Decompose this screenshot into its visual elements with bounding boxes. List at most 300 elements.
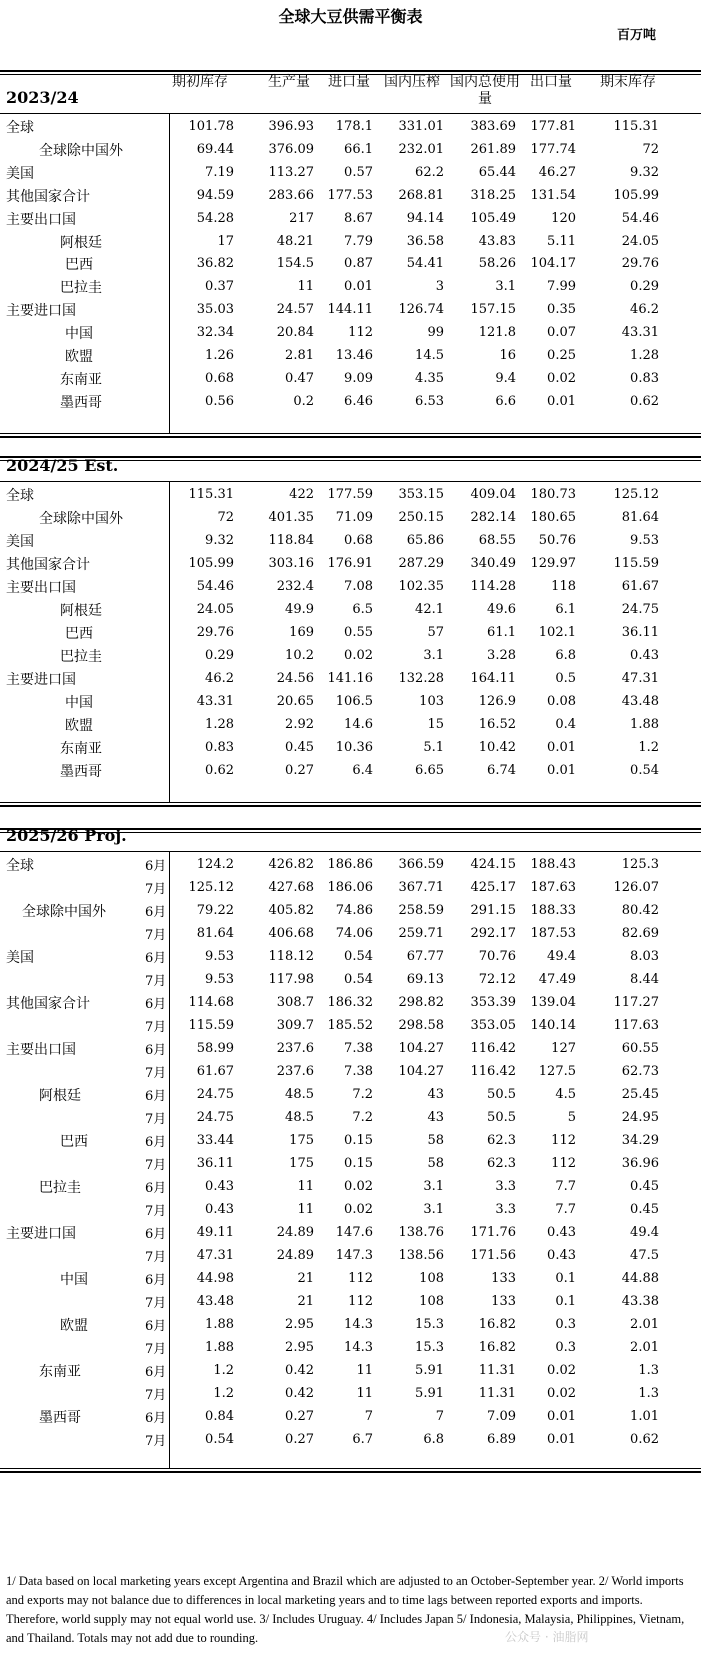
cell-value: 104.17 <box>530 256 576 272</box>
cell-value: 114.28 <box>470 579 516 594</box>
cell-value: 14.5 <box>415 348 444 363</box>
table-row <box>0 1427 701 1451</box>
row-label: 阿根廷 <box>39 1088 81 1104</box>
cell-value: 309.7 <box>276 1018 314 1033</box>
table-row <box>0 852 701 876</box>
cell-value: 0.29 <box>630 279 659 295</box>
table-row <box>0 1335 701 1359</box>
cell-value: 0.56 <box>205 393 234 409</box>
cell-value: 0.01 <box>547 393 576 409</box>
cell-value: 406.68 <box>268 926 314 941</box>
row-month: 7月 <box>145 1204 167 1219</box>
row-month: 6月 <box>145 951 167 966</box>
column-header: 期初库存 <box>172 74 228 90</box>
cell-value: 103 <box>419 694 444 709</box>
cell-value: 188.43 <box>530 857 576 872</box>
cell-value: 126.07 <box>613 880 659 895</box>
cell-value: 144.11 <box>327 302 373 318</box>
cell-value: 409.04 <box>470 487 516 502</box>
cell-value: 1.26 <box>205 348 234 363</box>
cell-value: 5 <box>567 1110 576 1125</box>
cell-value: 268.81 <box>398 187 444 203</box>
table-row <box>0 1381 701 1405</box>
table-row <box>0 482 701 506</box>
cell-value: 46.2 <box>630 302 659 318</box>
cell-value: 69.13 <box>406 972 444 987</box>
cell-value: 0.54 <box>630 763 659 778</box>
column-header: 国内压榨 <box>384 74 440 90</box>
row-month: 7月 <box>145 974 167 989</box>
cell-value: 0.3 <box>555 1340 576 1355</box>
table-row <box>0 875 701 899</box>
cell-value: 0.54 <box>344 949 373 964</box>
cell-value: 112 <box>551 1156 576 1171</box>
cell-value: 126.9 <box>478 694 516 709</box>
cell-value: 32.34 <box>196 325 234 341</box>
cell-value: 14.3 <box>344 1340 373 1355</box>
column-header: 出口量 <box>530 74 572 90</box>
cell-value: 258.59 <box>398 903 444 918</box>
cell-value: 3.3 <box>495 1202 516 1217</box>
cell-value: 141.16 <box>327 671 373 686</box>
cell-value: 24.89 <box>276 1225 314 1240</box>
row-label: 主要进口国 <box>6 672 76 688</box>
table-row <box>0 1105 701 1129</box>
cell-value: 49.4 <box>630 1225 659 1240</box>
cell-value: 132.28 <box>398 671 444 686</box>
row-label: 美国 <box>6 950 34 966</box>
table-row <box>0 898 701 922</box>
cell-value: 383.69 <box>470 119 516 134</box>
cell-value: 3.1 <box>423 1179 444 1194</box>
cell-value: 0.68 <box>205 370 234 386</box>
cell-value: 0.02 <box>344 1179 373 1194</box>
cell-value: 283.66 <box>268 187 314 203</box>
cell-value: 11 <box>356 1386 373 1401</box>
row-label: 阿根廷 <box>60 234 102 251</box>
cell-value: 71.09 <box>335 510 373 525</box>
row-month: 6月 <box>145 1411 167 1426</box>
cell-value: 33.44 <box>196 1133 234 1148</box>
cell-value: 43.83 <box>478 233 516 249</box>
cell-value: 101.78 <box>188 119 234 134</box>
cell-value: 94.14 <box>406 210 444 226</box>
cell-value: 8.03 <box>630 949 659 964</box>
row-month: 7月 <box>145 1250 167 1265</box>
cell-value: 127.5 <box>538 1064 576 1079</box>
cell-value: 3.1 <box>423 1202 444 1217</box>
cell-value: 82.69 <box>621 926 659 941</box>
table-row <box>0 990 701 1014</box>
cell-value: 424.15 <box>470 857 516 872</box>
cell-value: 0.68 <box>344 533 373 548</box>
section-bottom-rule <box>0 433 701 434</box>
table-row <box>0 297 701 321</box>
cell-value: 232.4 <box>276 579 314 594</box>
cell-value: 117.63 <box>613 1018 659 1033</box>
cell-value: 49.9 <box>285 602 314 617</box>
row-label: 其他国家合计 <box>6 188 90 205</box>
table-row <box>0 1197 701 1221</box>
cell-value: 0.43 <box>547 1225 576 1240</box>
row-label: 中国 <box>65 326 93 343</box>
cell-value: 139.04 <box>530 995 576 1010</box>
cell-value: 0.62 <box>205 763 234 778</box>
cell-value: 185.52 <box>327 1018 373 1033</box>
row-label: 东南亚 <box>60 371 102 388</box>
section-bottom-rule-thick <box>0 436 701 438</box>
cell-value: 186.86 <box>327 857 373 872</box>
row-month: 6月 <box>145 1135 167 1150</box>
cell-value: 54.41 <box>406 256 444 272</box>
cell-value: 1.2 <box>213 1363 234 1378</box>
row-month: 6月 <box>145 1043 167 1058</box>
cell-value: 0.02 <box>344 1202 373 1217</box>
cell-value: 7.99 <box>547 279 576 295</box>
cell-value: 104.27 <box>398 1064 444 1079</box>
cell-value: 177.59 <box>327 487 373 502</box>
cell-value: 6.65 <box>415 763 444 778</box>
cell-value: 121.8 <box>478 325 516 341</box>
cell-value: 43.48 <box>621 694 659 709</box>
cell-value: 11.31 <box>478 1363 516 1378</box>
table-row <box>0 343 701 367</box>
table-row <box>0 689 701 713</box>
cell-value: 303.16 <box>268 556 314 571</box>
cell-value: 180.73 <box>530 487 576 502</box>
column-header: 生产量 <box>268 74 310 90</box>
row-label: 主要进口国 <box>6 303 76 320</box>
cell-value: 298.82 <box>398 995 444 1010</box>
section-bottom-rule-thick <box>0 805 701 807</box>
cell-value: 6.6 <box>495 393 516 409</box>
cell-value: 7.79 <box>344 233 373 249</box>
cell-value: 99 <box>427 325 444 341</box>
footnote: 1/ Data based on local marketing years except Argentina and Brazil which are adjusted to an October-September year. 2/ World imports and exports may not balance due to differences in local marketing years and to time lags between reported exports and imports. Therefore, world supply may not equal world use. 3/ Includes Uruguay. 4/ Includes Japan 5/ Indonesia, Malaysia, Philippines, Vietnam, and Thailand. Totals may not add due to rounding. <box>6 1574 685 1645</box>
cell-value: 250.15 <box>398 510 444 525</box>
page-title: 全球大豆供需平衡表 <box>278 7 423 26</box>
cell-value: 127 <box>551 1041 576 1056</box>
cell-value: 7.38 <box>344 1064 373 1079</box>
section-title: 2024/25 Est. <box>6 456 119 475</box>
row-label: 欧盟 <box>60 1318 88 1334</box>
cell-value: 50.76 <box>538 533 576 548</box>
row-label: 墨西哥 <box>60 764 102 780</box>
cell-value: 0.87 <box>344 256 373 272</box>
cell-value: 112 <box>551 1133 576 1148</box>
table-row <box>0 206 701 230</box>
cell-value: 79.22 <box>196 903 234 918</box>
cell-value: 58.26 <box>478 256 516 272</box>
cell-value: 157.15 <box>470 302 516 318</box>
cell-value: 0.43 <box>547 1248 576 1263</box>
cell-value: 154.5 <box>276 256 314 272</box>
cell-value: 7.2 <box>352 1110 373 1125</box>
cell-value: 57 <box>427 625 444 640</box>
cell-value: 0.5 <box>555 671 576 686</box>
cell-value: 7.08 <box>344 579 373 594</box>
cell-value: 61.1 <box>487 625 516 640</box>
cell-value: 425.17 <box>470 880 516 895</box>
cell-value: 0.27 <box>285 1432 314 1447</box>
cell-value: 116.42 <box>470 1064 516 1079</box>
row-label: 其他国家合计 <box>6 996 90 1012</box>
cell-value: 0.37 <box>205 279 234 295</box>
table-row <box>0 1059 701 1083</box>
row-month: 6月 <box>145 905 167 920</box>
row-label: 美国 <box>6 165 34 182</box>
cell-value: 0.43 <box>630 648 659 663</box>
cell-value: 48.21 <box>276 233 314 249</box>
cell-value: 1.28 <box>205 717 234 732</box>
cell-value: 36.82 <box>196 256 234 272</box>
table-row <box>0 1082 701 1106</box>
row-month: 6月 <box>145 1273 167 1288</box>
cell-value: 291.15 <box>470 903 516 918</box>
cell-value: 171.76 <box>470 1225 516 1240</box>
cell-value: 427.68 <box>268 880 314 895</box>
cell-value: 4.35 <box>415 370 444 386</box>
row-label: 巴西 <box>60 1134 88 1150</box>
cell-value: 67.77 <box>406 949 444 964</box>
cell-value: 44.98 <box>196 1271 234 1286</box>
table-row <box>0 528 701 552</box>
cell-value: 104.27 <box>398 1041 444 1056</box>
row-month: 7月 <box>145 1020 167 1035</box>
cell-value: 120 <box>551 210 576 226</box>
cell-value: 29.76 <box>621 256 659 272</box>
cell-value: 0.29 <box>205 648 234 663</box>
cell-value: 1.88 <box>630 717 659 732</box>
cell-value: 81.64 <box>621 510 659 525</box>
row-month: 6月 <box>145 859 167 874</box>
cell-value: 43.48 <box>196 1294 234 1309</box>
table-row <box>0 1174 701 1198</box>
cell-value: 7.19 <box>205 164 234 180</box>
cell-value: 46.27 <box>538 164 576 180</box>
row-month: 6月 <box>145 1089 167 1104</box>
row-month: 6月 <box>145 1365 167 1380</box>
cell-value: 15.3 <box>415 1340 444 1355</box>
cell-value: 14.6 <box>344 717 373 732</box>
table-row <box>0 620 701 644</box>
cell-value: 24.56 <box>276 671 314 686</box>
cell-value: 4.5 <box>555 1087 576 1102</box>
cell-value: 102.35 <box>398 579 444 594</box>
cell-value: 7.09 <box>487 1409 516 1424</box>
cell-value: 47.31 <box>621 671 659 686</box>
cell-value: 6.46 <box>344 393 373 409</box>
cell-value: 6.5 <box>352 602 373 617</box>
cell-value: 13.46 <box>335 348 373 363</box>
cell-value: 1.88 <box>205 1340 234 1355</box>
cell-value: 114.68 <box>188 995 234 1010</box>
table-row <box>0 712 701 736</box>
row-label: 巴拉圭 <box>39 1180 81 1196</box>
cell-value: 10.2 <box>285 648 314 663</box>
cell-value: 237.6 <box>276 1041 314 1056</box>
cell-value: 171.56 <box>470 1248 516 1263</box>
cell-value: 117.27 <box>613 995 659 1010</box>
cell-value: 147.6 <box>335 1225 373 1240</box>
cell-value: 0.83 <box>630 370 659 386</box>
cell-value: 126.74 <box>398 302 444 318</box>
cell-value: 2.01 <box>630 1317 659 1332</box>
table-row <box>0 389 701 413</box>
cell-value: 3.3 <box>495 1179 516 1194</box>
table-row <box>0 643 701 667</box>
cell-value: 232.01 <box>398 141 444 157</box>
row-label: 主要出口国 <box>6 580 76 596</box>
cell-value: 0.08 <box>547 694 576 709</box>
table-row <box>0 1243 701 1267</box>
table-row <box>0 366 701 390</box>
table-row <box>0 137 701 161</box>
cell-value: 0.62 <box>630 393 659 409</box>
cell-value: 140.14 <box>530 1018 576 1033</box>
row-label: 其他国家合计 <box>6 557 90 573</box>
cell-value: 117.98 <box>268 972 314 987</box>
cell-value: 175 <box>289 1156 314 1171</box>
cell-value: 113.27 <box>268 164 314 180</box>
cell-value: 112 <box>348 325 373 341</box>
row-label: 墨西哥 <box>39 1410 81 1426</box>
cell-value: 124.2 <box>196 857 234 872</box>
cell-value: 24.89 <box>276 1248 314 1263</box>
table-row <box>0 1220 701 1244</box>
cell-value: 42.1 <box>415 602 444 617</box>
cell-value: 0.27 <box>285 1409 314 1424</box>
cell-value: 6.8 <box>423 1432 444 1447</box>
cell-value: 0.54 <box>344 972 373 987</box>
cell-value: 0.1 <box>555 1294 576 1309</box>
table-row <box>0 505 701 529</box>
cell-value: 1.3 <box>638 1363 659 1378</box>
cell-value: 5.11 <box>547 233 576 249</box>
cell-value: 118 <box>551 579 576 594</box>
table-row <box>0 1312 701 1336</box>
cell-value: 36.11 <box>196 1156 234 1171</box>
cell-value: 2.95 <box>285 1340 314 1355</box>
row-month: 6月 <box>145 1181 167 1196</box>
table-row <box>0 251 701 275</box>
row-month: 7月 <box>145 882 167 897</box>
cell-value: 0.43 <box>205 1179 234 1194</box>
cell-value: 0.45 <box>285 740 314 755</box>
cell-value: 0.01 <box>547 740 576 755</box>
cell-value: 7.2 <box>352 1087 373 1102</box>
cell-value: 36.11 <box>621 625 659 640</box>
cell-value: 125.3 <box>621 857 659 872</box>
cell-value: 9.53 <box>630 533 659 548</box>
cell-value: 0.01 <box>344 279 373 295</box>
table-row <box>0 1404 701 1428</box>
cell-value: 80.42 <box>621 903 659 918</box>
table-row <box>0 1013 701 1037</box>
row-label: 中国 <box>60 1272 88 1288</box>
watermark: 公众号 · 油脂网 <box>505 1630 589 1644</box>
cell-value: 331.01 <box>398 119 444 134</box>
row-label: 全球除中国外 <box>39 511 123 527</box>
cell-value: 401.35 <box>268 510 314 525</box>
row-label: 巴西 <box>65 626 93 642</box>
cell-value: 6.7 <box>352 1432 373 1447</box>
cell-value: 1.2 <box>213 1386 234 1401</box>
row-label: 欧盟 <box>65 718 93 734</box>
cell-value: 0.84 <box>205 1409 234 1424</box>
cell-value: 54.28 <box>196 210 234 226</box>
cell-value: 61.67 <box>621 579 659 594</box>
row-label: 美国 <box>6 534 34 550</box>
cell-value: 2.81 <box>285 348 314 363</box>
cell-value: 21 <box>297 1294 314 1309</box>
cell-value: 6.4 <box>352 763 373 778</box>
cell-value: 15 <box>427 717 444 732</box>
cell-value: 34.29 <box>621 1133 659 1148</box>
cell-value: 6.74 <box>487 763 516 778</box>
cell-value: 176.91 <box>327 556 373 571</box>
cell-value: 177.53 <box>327 187 373 203</box>
cell-value: 353.39 <box>470 995 516 1010</box>
cell-value: 43.31 <box>196 694 234 709</box>
cell-value: 115.31 <box>188 487 234 502</box>
cell-value: 5.1 <box>423 740 444 755</box>
cell-value: 11 <box>297 1179 314 1194</box>
cell-value: 1.88 <box>205 1317 234 1332</box>
cell-value: 47.5 <box>630 1248 659 1263</box>
cell-value: 0.15 <box>344 1133 373 1148</box>
row-month: 7月 <box>145 1296 167 1311</box>
row-label: 东南亚 <box>39 1364 81 1380</box>
cell-value: 115.59 <box>613 556 659 571</box>
cell-value: 0.57 <box>344 164 373 180</box>
row-month: 6月 <box>145 997 167 1012</box>
cell-value: 0.25 <box>547 348 576 363</box>
cell-value: 43.38 <box>621 1294 659 1309</box>
cell-value: 178.1 <box>335 119 373 134</box>
table-row <box>0 574 701 598</box>
cell-value: 287.29 <box>398 556 444 571</box>
cell-value: 47.49 <box>538 972 576 987</box>
table-row <box>0 944 701 968</box>
cell-value: 9.4 <box>495 370 516 386</box>
cell-value: 340.49 <box>470 556 516 571</box>
cell-value: 58 <box>427 1156 444 1171</box>
table-row <box>0 320 701 344</box>
cell-value: 292.17 <box>470 926 516 941</box>
cell-value: 3.1 <box>495 279 516 295</box>
cell-value: 15.3 <box>415 1317 444 1332</box>
cell-value: 261.89 <box>470 141 516 157</box>
cell-value: 50.5 <box>487 1087 516 1102</box>
row-label: 墨西哥 <box>60 394 102 411</box>
table-row <box>0 1358 701 1382</box>
cell-value: 177.81 <box>530 119 576 134</box>
cell-value: 116.42 <box>470 1041 516 1056</box>
row-label: 全球 <box>6 858 34 874</box>
cell-value: 44.88 <box>621 1271 659 1286</box>
cell-value: 58.99 <box>196 1041 234 1056</box>
row-label: 阿根廷 <box>60 603 102 619</box>
cell-value: 24.75 <box>621 602 659 617</box>
cell-value: 74.86 <box>335 903 373 918</box>
cell-value: 187.53 <box>530 926 576 941</box>
cell-value: 65.44 <box>478 164 516 180</box>
cell-value: 0.45 <box>630 1179 659 1194</box>
cell-value: 10.36 <box>335 740 373 755</box>
table-row <box>0 666 701 690</box>
cell-value: 0.55 <box>344 625 373 640</box>
